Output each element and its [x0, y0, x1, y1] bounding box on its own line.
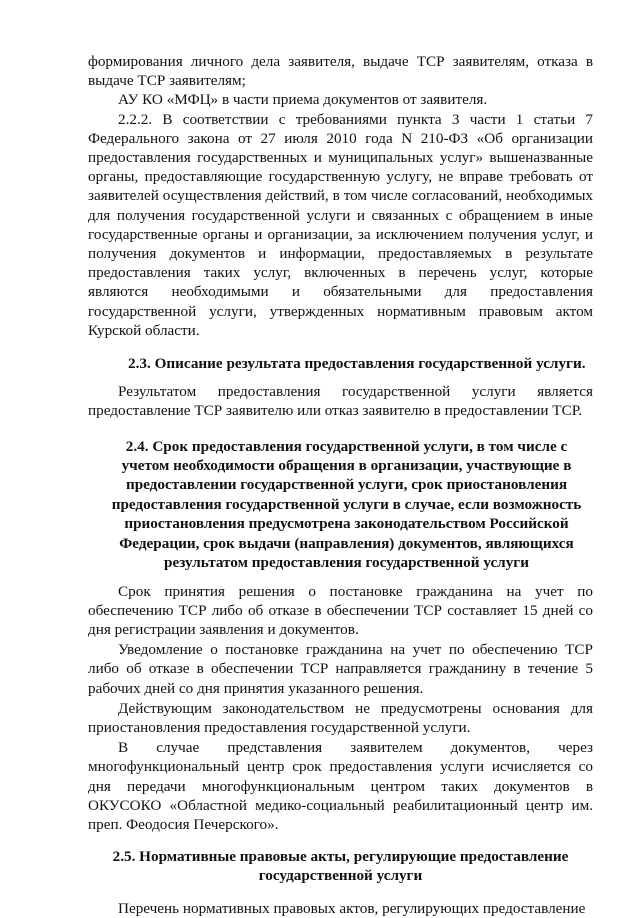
paragraph-2-2-2: 2.2.2. В соответствии с требованиями пункта 3 части 1 статьи 7 Федерального закона от 27 июля 2010 года N 210-ФЗ «Об организации предоставления государственных и муниципальных услуг» вышеназванные органы, предоставляющие государственную услугу, не вправе требовать от заявителей осуществления действий, в том числе согласований, необходимых для получения государственной услуги и связанных с обращением в иные государственные органы и организации, за исключением получения услуг, и получения документов и информации, предоставляемых в результате предоставления таких услуг, включенных в перечень услуг, которые являются необходимыми и обязательными для предоставления государственной услуги, утвержденных нормативным правовым актом Курской области. [88, 110, 593, 339]
paragraph-notification: Уведомление о постановке гражданина на учет по обеспечению ТСР либо об отказе в обеспечении ТСР направляется гражданину в течение 5 рабочих дней со дня принятия указанного решения. [88, 641, 593, 697]
paragraph-legal-acts: Перечень нормативных правовых актов, регулирующих предоставление [118, 899, 586, 917]
paragraph-result: Результатом предоставления государственной услуги является предоставление ТСР заявителю или отказ заявителю в предоставлении ТСР. [88, 383, 593, 420]
paragraph-mfc-term: В случае представления заявителем документов, через многофункциональный центр срок предоставления услуги исчисляется со дня передачи многофункциональным центром таких документов в ОКУСОКО «Областной медико-социальный реабилитационный центр им. преп. Феодосия Печерского». [88, 739, 593, 833]
paragraph-no-suspension: Действующим законодательством не предусмотрены основания для приостановления предоставления государственной услуги. [88, 699, 593, 736]
document-page [88, 52, 593, 918]
paragraph-decision-term: Срок принятия решения о постановке гражданина на учет по обеспечению ТСР либо об отказе в обеспечении ТСР составляет 15 дней со дня регистрации заявления и документов. [88, 582, 593, 638]
heading-2-5: 2.5. Нормативные правовые акты, регулирующие предоставление государственной услуги [112, 848, 569, 885]
paragraph-mfc: АУ КО «МФЦ» в части приема документов от заявителя. [118, 91, 488, 109]
paragraph-personal-file: формирования личного дела заявителя, выдаче ТСР заявителям, отказа в выдаче ТСР заявителям; [88, 53, 593, 90]
heading-2-3: 2.3. Описание результата предоставления государственной услуги. [128, 355, 586, 373]
heading-2-4: 2.4. Срок предоставления государственной услуги, в том числе с учетом необходимости обращения в организации, участвующие в предоставлении государственной услуги, срок приостановления предоставления государственной услуги в случае, если возможность приостановления предусмотрена законодательством Российской Федерации, срок выдачи (направления) документов, являющихся результатом предоставления государственной услуги [111, 437, 582, 572]
